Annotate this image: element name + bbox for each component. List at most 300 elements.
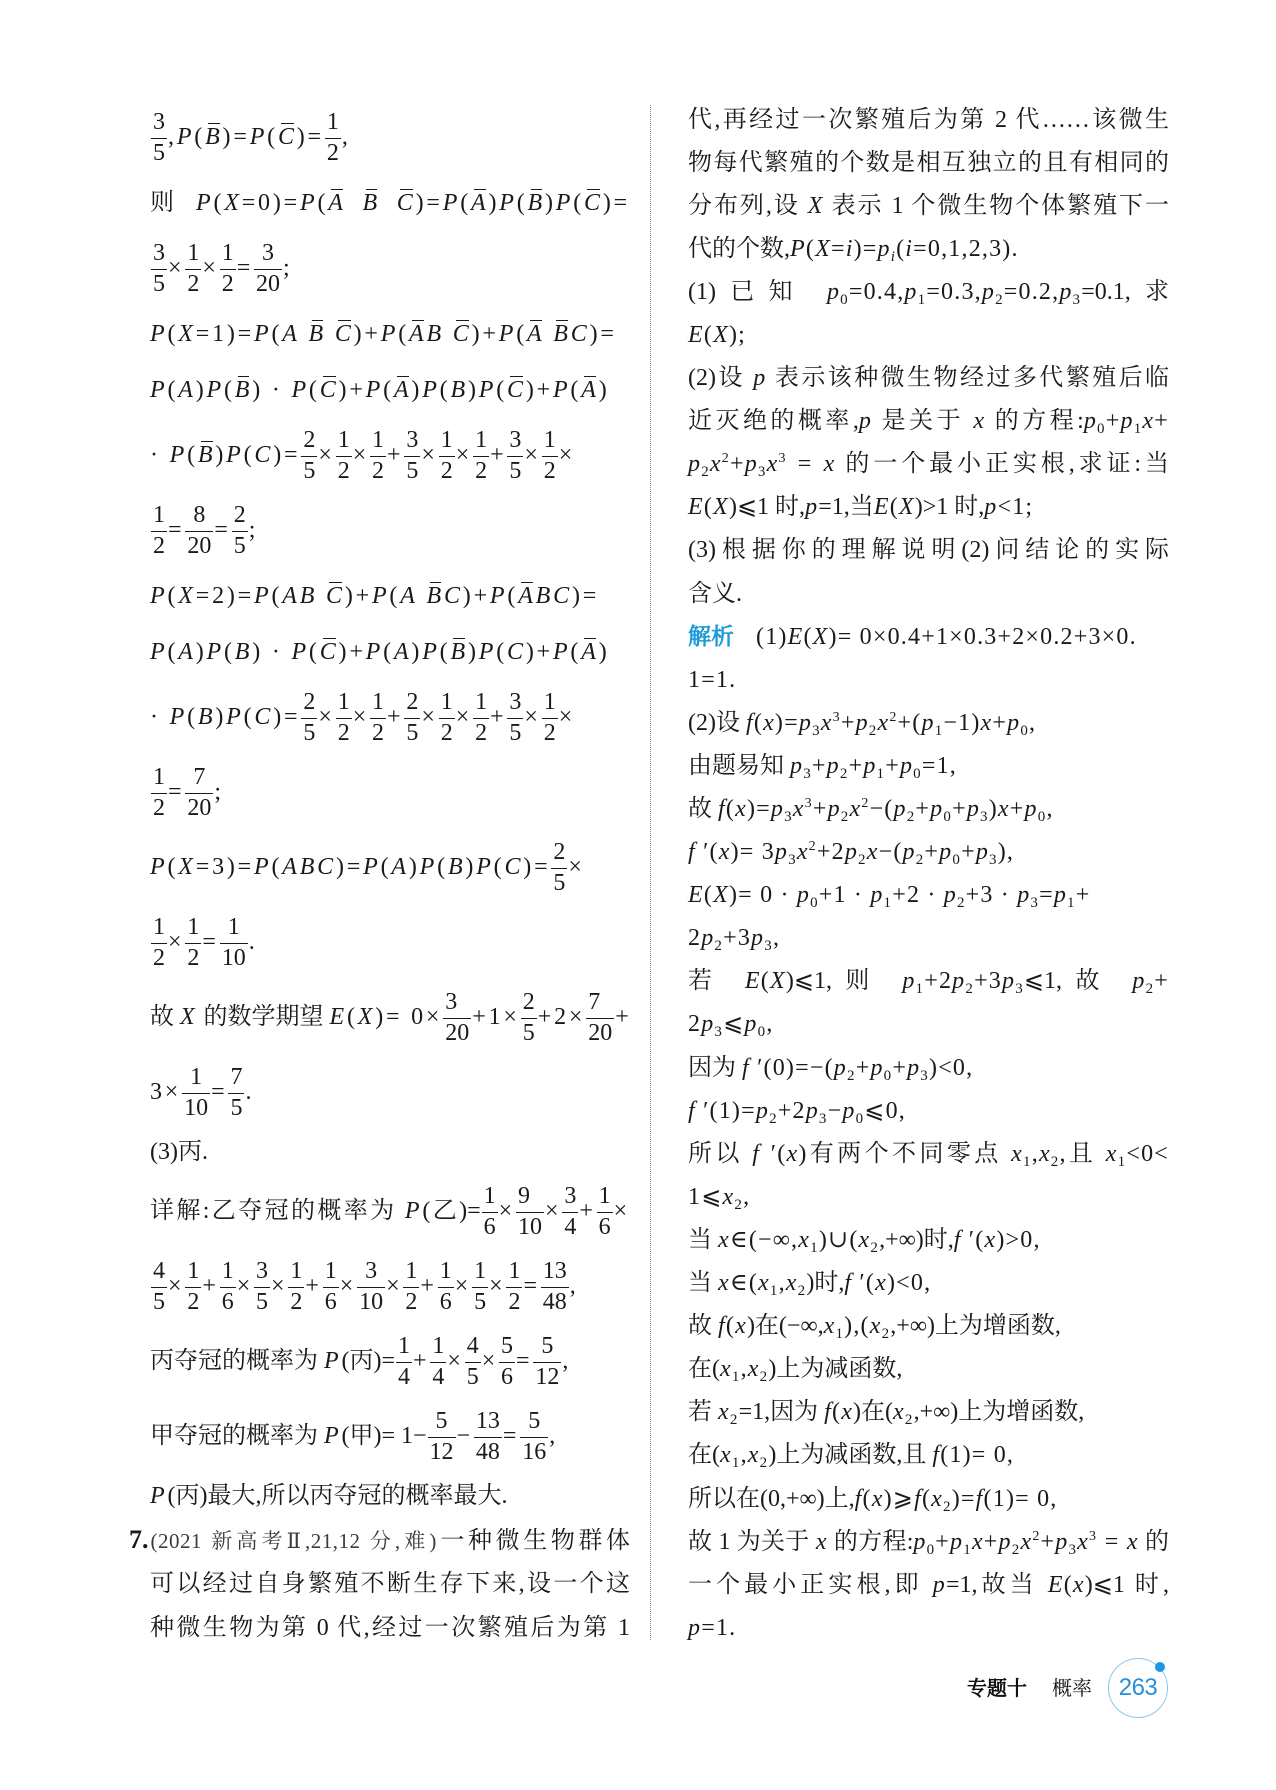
fraction-numerator: 3 — [357, 1259, 385, 1288]
fraction — [404, 428, 420, 485]
text-run: 若 — [688, 1399, 718, 1426]
subscript: 1 — [876, 765, 886, 782]
text-run: ) — [488, 190, 500, 216]
fraction — [151, 1259, 167, 1316]
fraction — [506, 1259, 522, 1316]
text-run: + — [413, 1348, 430, 1374]
fraction-numerator: 5 — [499, 1334, 515, 1363]
fraction — [357, 1259, 385, 1316]
text-line — [688, 1219, 1169, 1262]
text-line — [688, 1607, 1169, 1650]
math-variable: p — [950, 1528, 964, 1555]
text-run: 由题易知 — [688, 752, 790, 779]
math-variable: P — [555, 190, 574, 216]
text-run: +( — [897, 709, 922, 736]
text-run: = — [202, 929, 219, 955]
math-variable: x — [1077, 1528, 1090, 1555]
text-run: ( — [308, 377, 320, 403]
text-run: (2)设 — [688, 709, 746, 736]
text-run: ); — [728, 321, 747, 348]
math-variable: p — [939, 839, 953, 866]
math-variable: f — [932, 1442, 941, 1469]
text-run: )+ — [344, 583, 372, 609]
math-variable: x — [1142, 408, 1155, 435]
text-run: ( — [516, 190, 528, 216]
text-run: (3)丙. — [150, 1139, 208, 1165]
text-line — [150, 755, 630, 830]
fraction-numerator: 5 — [520, 1409, 548, 1438]
fraction — [254, 1259, 270, 1316]
text-run: )⩽1,则 — [785, 968, 903, 995]
fraction-denominator: 2 — [372, 719, 385, 746]
math-variable: x — [786, 1140, 799, 1167]
text-line — [150, 1130, 630, 1174]
text-run: ,+∞)上为增函数, — [890, 1313, 1061, 1340]
text-run: ), — [997, 839, 1015, 866]
math-variable: P — [195, 190, 214, 216]
fraction-denominator: 2 — [543, 457, 556, 484]
math-variable: f — [718, 1313, 726, 1340]
math-variable: p — [975, 839, 990, 866]
text-run: ,且 — [1059, 1140, 1106, 1167]
overlined-variable: B — [308, 321, 324, 347]
math-variable: p — [826, 752, 840, 779]
text-run: ( — [862, 1485, 872, 1512]
analysis-block — [688, 616, 1169, 702]
text-run: ) — [988, 796, 998, 822]
text-run: ( — [383, 377, 394, 403]
math-variable: p — [1017, 882, 1031, 909]
text-run: × — [568, 854, 585, 880]
text-run: )⩾ — [883, 1485, 915, 1512]
math-variable: x — [763, 709, 775, 736]
math-variable: P — [419, 854, 438, 880]
text-run: ) — [467, 639, 479, 665]
math-variable: x — [718, 1399, 730, 1426]
fraction — [597, 1184, 613, 1241]
fraction-denominator: 10 — [359, 1288, 384, 1315]
fraction — [443, 990, 471, 1047]
subscript: 0 — [1097, 421, 1106, 438]
fraction-denominator: 5 — [466, 1363, 479, 1390]
text-line — [688, 788, 1169, 831]
text-run: + — [935, 1528, 951, 1555]
text-run: × — [524, 442, 541, 468]
math-variable: p — [688, 1614, 702, 1641]
math-variable: f — [953, 1226, 962, 1253]
text-run: ) — [544, 190, 556, 216]
fraction-denominator: 2 — [440, 457, 453, 484]
text-run: × — [318, 442, 335, 468]
fraction-numerator: 2 — [301, 690, 317, 719]
text-run: ( — [317, 190, 329, 216]
math-variable: p — [755, 1097, 770, 1124]
text-run: ( — [167, 377, 179, 403]
superscript: 2 — [889, 709, 898, 725]
fraction-numerator: 1 — [336, 428, 352, 457]
math-variable: f — [742, 1054, 750, 1081]
overlined-variable: A — [409, 321, 424, 347]
math-variable: P — [299, 190, 318, 216]
math-variable: X — [180, 1004, 198, 1030]
text-run: +3 — [723, 925, 752, 952]
subscript: 3 — [1072, 291, 1082, 308]
overlined-variable: A — [470, 190, 486, 216]
text-run: )在( — [853, 1399, 894, 1426]
fraction-denominator: 5 — [303, 457, 316, 484]
text-run: ( — [703, 321, 714, 348]
math-variable: x — [766, 451, 779, 478]
text-run: )+ — [462, 583, 490, 609]
fraction — [542, 690, 558, 747]
math-variable: p — [899, 752, 914, 779]
text-run: )<0, — [886, 1270, 932, 1297]
math-variable: f — [914, 1485, 922, 1512]
text-run: , — [772, 925, 781, 952]
decorative-dot-icon — [1155, 1662, 1165, 1672]
text-run: ,+∞)时, — [879, 1226, 954, 1253]
fraction-numerator: 1 — [220, 241, 236, 270]
math-variable: P — [552, 639, 571, 665]
math-variable: P — [150, 639, 168, 665]
fraction-denominator: 20 — [588, 1019, 613, 1046]
text-run: + — [1105, 408, 1121, 435]
fraction-numerator: 7 — [586, 990, 614, 1019]
text-run: 故 — [150, 1004, 180, 1030]
text-run: )在(−∞, — [746, 1313, 824, 1340]
fraction-numerator: 1 — [151, 915, 167, 944]
text-run: =1)= — [195, 321, 254, 347]
text-run: )= 3 — [730, 839, 775, 866]
paragraph — [688, 1521, 1169, 1650]
paragraph — [150, 830, 630, 980]
fraction — [182, 1065, 210, 1122]
subscript: i — [890, 248, 897, 265]
text-run: =1, — [921, 752, 958, 779]
text-run: , — [766, 1011, 774, 1038]
math-variable: p — [1024, 796, 1038, 822]
text-run: 2 — [688, 925, 702, 952]
question-source: (2021 新高考Ⅱ,21,12 分,难) — [150, 1529, 437, 1553]
paragraph — [688, 1391, 1169, 1434]
math-variable: f — [752, 1140, 761, 1167]
math-variable: BC — [535, 583, 572, 609]
text-run: = — [502, 1423, 520, 1449]
fraction-numerator: 1 — [220, 915, 248, 944]
math-variable: i — [905, 235, 914, 262]
text-line — [688, 99, 1169, 142]
text-line — [688, 1564, 1169, 1607]
subscript: 3 — [1015, 981, 1024, 998]
text-run: 在( — [688, 1442, 720, 1469]
fraction — [336, 690, 352, 747]
text-line — [688, 702, 1169, 745]
text-run: 代,再经过一次繁殖后为第 2 代……该微生 — [688, 106, 1169, 133]
fraction-numerator: 1 — [323, 1259, 339, 1288]
math-variable: x — [792, 796, 805, 822]
fraction-denominator: 2 — [153, 944, 165, 971]
paragraph — [688, 1305, 1169, 1348]
subscript: 2 — [868, 722, 878, 739]
subscript: 3 — [818, 1110, 828, 1127]
text-line — [688, 1090, 1169, 1133]
fraction — [465, 1334, 481, 1391]
text-run: 代的个数, — [688, 235, 790, 262]
math-variable: p — [998, 1528, 1012, 1555]
math-variable: x — [758, 1270, 770, 1297]
math-variable: P — [169, 704, 188, 730]
text-line — [150, 1055, 630, 1130]
math-variable: p — [826, 278, 841, 305]
text-run: ( — [346, 1004, 358, 1030]
text-run: )>1 时, — [914, 494, 985, 521]
superscript: 2 — [808, 839, 817, 855]
text-run: = — [211, 1079, 228, 1105]
text-run: (3)根据你的理解说明(2)问结论的实际 — [688, 537, 1169, 564]
fraction-numerator: 3 — [151, 241, 167, 270]
fraction-numerator: 1 — [220, 1259, 236, 1288]
text-run: ( — [725, 796, 736, 822]
fraction-denominator: 4 — [432, 1363, 445, 1390]
fraction-denominator: 5 — [233, 532, 246, 559]
math-variable: p — [1002, 968, 1016, 995]
text-line — [129, 1518, 631, 1562]
math-variable: x — [823, 451, 836, 478]
text-run: ( — [496, 639, 507, 665]
math-variable: P — [422, 639, 440, 665]
fraction-denominator: 48 — [475, 1438, 500, 1465]
fraction-denominator: 2 — [153, 794, 165, 821]
fraction-numerator: 1 — [438, 1259, 454, 1288]
text-line — [150, 1474, 630, 1518]
math-variable: P — [365, 639, 384, 665]
text-line — [150, 1606, 630, 1650]
math-variable: A — [178, 377, 196, 403]
text-line — [688, 443, 1169, 486]
text-run: 可以经过自身繁殖不断生存下来,设一个这 — [150, 1571, 630, 1597]
math-variable: P — [499, 190, 517, 216]
math-variable: P — [422, 377, 440, 403]
fraction-numerator: 5 — [428, 1409, 456, 1438]
fraction — [404, 690, 420, 747]
text-run: ) — [215, 704, 227, 730]
fraction-denominator: 2 — [337, 457, 350, 484]
math-variable: A — [393, 639, 412, 665]
question-part — [688, 357, 1169, 529]
text-run: +2 — [924, 968, 953, 995]
fraction — [482, 1184, 498, 1241]
fraction-numerator: 3 — [254, 1259, 270, 1288]
text-line — [150, 231, 630, 306]
fraction-numerator: 1 — [473, 428, 489, 457]
fraction-denominator: 5 — [406, 457, 419, 484]
fraction-numerator: 2 — [232, 503, 248, 532]
text-line — [150, 624, 630, 680]
text-run: , — [740, 1356, 748, 1383]
text-run: )= — [571, 583, 600, 609]
overlined-variable: A — [518, 583, 533, 609]
text-run: × — [386, 1273, 403, 1299]
subscript: 0 — [840, 291, 849, 308]
subscript: 2 — [759, 1455, 769, 1472]
text-line — [688, 228, 1169, 271]
math-variable: p — [1055, 1528, 1069, 1555]
math-variable: p — [870, 882, 884, 909]
page-number-badge — [1108, 1658, 1168, 1718]
fraction-numerator: 1 — [482, 1184, 498, 1213]
fraction-numerator: 13 — [474, 1409, 502, 1438]
text-run: ( — [167, 639, 179, 665]
text-line — [688, 1348, 1169, 1391]
text-run: )<0, — [929, 1054, 974, 1081]
fraction — [472, 1259, 488, 1316]
text-run: )+ — [338, 377, 366, 403]
text-run: )+ — [525, 377, 553, 403]
subscript: 0 — [1020, 722, 1030, 739]
text-line — [150, 1324, 630, 1399]
subscript: 1 — [731, 1369, 741, 1386]
question-block — [129, 1518, 631, 1650]
math-variable: E — [688, 321, 704, 348]
text-line — [150, 1249, 630, 1324]
text-run: ( — [213, 190, 225, 216]
text-run: ( — [243, 442, 255, 468]
text-run: × — [168, 1273, 185, 1299]
math-variable: E — [787, 623, 804, 650]
text-run: =0.2, — [1003, 278, 1060, 305]
math-variable: P — [176, 124, 195, 150]
fraction — [151, 915, 167, 972]
question-part — [688, 271, 1169, 357]
subscript: 2 — [1145, 981, 1155, 998]
text-run: 所以 — [688, 1140, 753, 1167]
math-variable: x — [893, 1399, 905, 1426]
text-run: −1) — [943, 709, 981, 736]
math-variable: P — [226, 704, 244, 730]
paragraph — [150, 100, 630, 175]
math-variable: P — [150, 377, 168, 403]
text-run: = — [1039, 882, 1054, 909]
math-variable: E — [744, 968, 761, 995]
text-run: ∈( — [729, 1270, 759, 1297]
overlined-variable: C — [584, 190, 601, 216]
math-variable: C — [570, 321, 590, 347]
text-run: + — [855, 1054, 871, 1081]
text-run: , — [740, 1442, 748, 1469]
math-variable: P — [150, 321, 168, 347]
fraction — [325, 110, 341, 167]
text-run: ) — [411, 639, 423, 665]
text-run: · — [150, 442, 170, 468]
math-variable: p — [833, 1054, 847, 1081]
math-variable: p — [902, 968, 916, 995]
math-variable: P — [790, 235, 806, 262]
math-variable: B — [450, 377, 468, 403]
fraction-numerator: 1 — [542, 428, 558, 457]
fraction-numerator: 1 — [430, 1334, 446, 1363]
fraction — [185, 503, 213, 560]
math-variable: f — [688, 1097, 696, 1124]
fraction-numerator: 8 — [185, 503, 213, 532]
paragraph — [688, 1434, 1169, 1477]
subscript: 3 — [989, 852, 998, 869]
text-run: × — [339, 1273, 357, 1299]
math-variable: P — [206, 639, 224, 665]
text-run: )= — [951, 1485, 976, 1512]
text-run: ⩽ — [723, 1011, 745, 1038]
fraction — [185, 241, 201, 298]
fraction — [323, 1259, 339, 1316]
fraction — [533, 1334, 561, 1391]
paragraph — [688, 702, 1169, 745]
fraction — [541, 1259, 569, 1316]
subscript: 2 — [759, 1369, 769, 1386]
superscript: 3 — [1089, 1528, 1098, 1544]
text-run: ( — [703, 882, 714, 909]
text-run: + — [1009, 796, 1025, 822]
text-run: × — [352, 442, 370, 468]
text-run: × — [455, 442, 473, 468]
text-line — [150, 1562, 630, 1606]
overlined-variable: B — [362, 190, 378, 216]
text-run: , — [168, 124, 177, 150]
text-run: 故 1 为关于 — [688, 1528, 816, 1555]
math-variable: P — [404, 1198, 423, 1224]
text-run: (甲)= 1− — [341, 1423, 427, 1449]
text-run: = — [168, 517, 185, 543]
text-run: +1× — [472, 1004, 520, 1030]
text-run: × — [202, 255, 219, 281]
text-run: ,+∞)上为增函数, — [913, 1399, 1085, 1426]
fraction-numerator: 1 — [151, 765, 167, 794]
text-run: ) — [411, 377, 423, 403]
text-line — [688, 745, 1169, 788]
text-run: −( — [869, 796, 894, 822]
text-run: 当 — [688, 1270, 718, 1297]
fraction — [520, 1409, 548, 1466]
math-variable: x — [747, 1442, 760, 1469]
math-variable: P — [478, 377, 497, 403]
math-variable: x — [997, 796, 1010, 822]
fraction-denominator: 5 — [406, 719, 419, 746]
math-variable: p — [1120, 408, 1134, 435]
text-run: +2× — [537, 1004, 586, 1030]
subscript: 0 — [952, 852, 962, 869]
text-run: × — [558, 442, 576, 468]
math-variable: p — [701, 925, 715, 952]
text-run: (1)= 0, — [983, 1485, 1058, 1512]
text-run: + — [992, 709, 1008, 736]
text-run: =0)= — [241, 190, 300, 216]
text-run: = — [168, 779, 185, 805]
math-variable: X — [812, 623, 829, 650]
text-line — [150, 568, 630, 624]
fraction — [185, 765, 213, 822]
text-run: =0.1,求 — [1081, 278, 1169, 305]
fraction-numerator: 2 — [551, 840, 567, 869]
superscript: 3 — [804, 796, 813, 811]
superscript: 3 — [832, 709, 841, 725]
text-run: + — [387, 442, 404, 468]
text-line — [688, 1003, 1169, 1046]
text-run: (乙)= — [422, 1198, 481, 1224]
text-run: + — [1075, 882, 1091, 909]
text-run: ) — [408, 854, 420, 880]
math-variable: C — [443, 583, 463, 609]
paragraph — [150, 175, 630, 306]
math-variable: x — [718, 839, 731, 866]
math-variable: x — [823, 1313, 836, 1340]
